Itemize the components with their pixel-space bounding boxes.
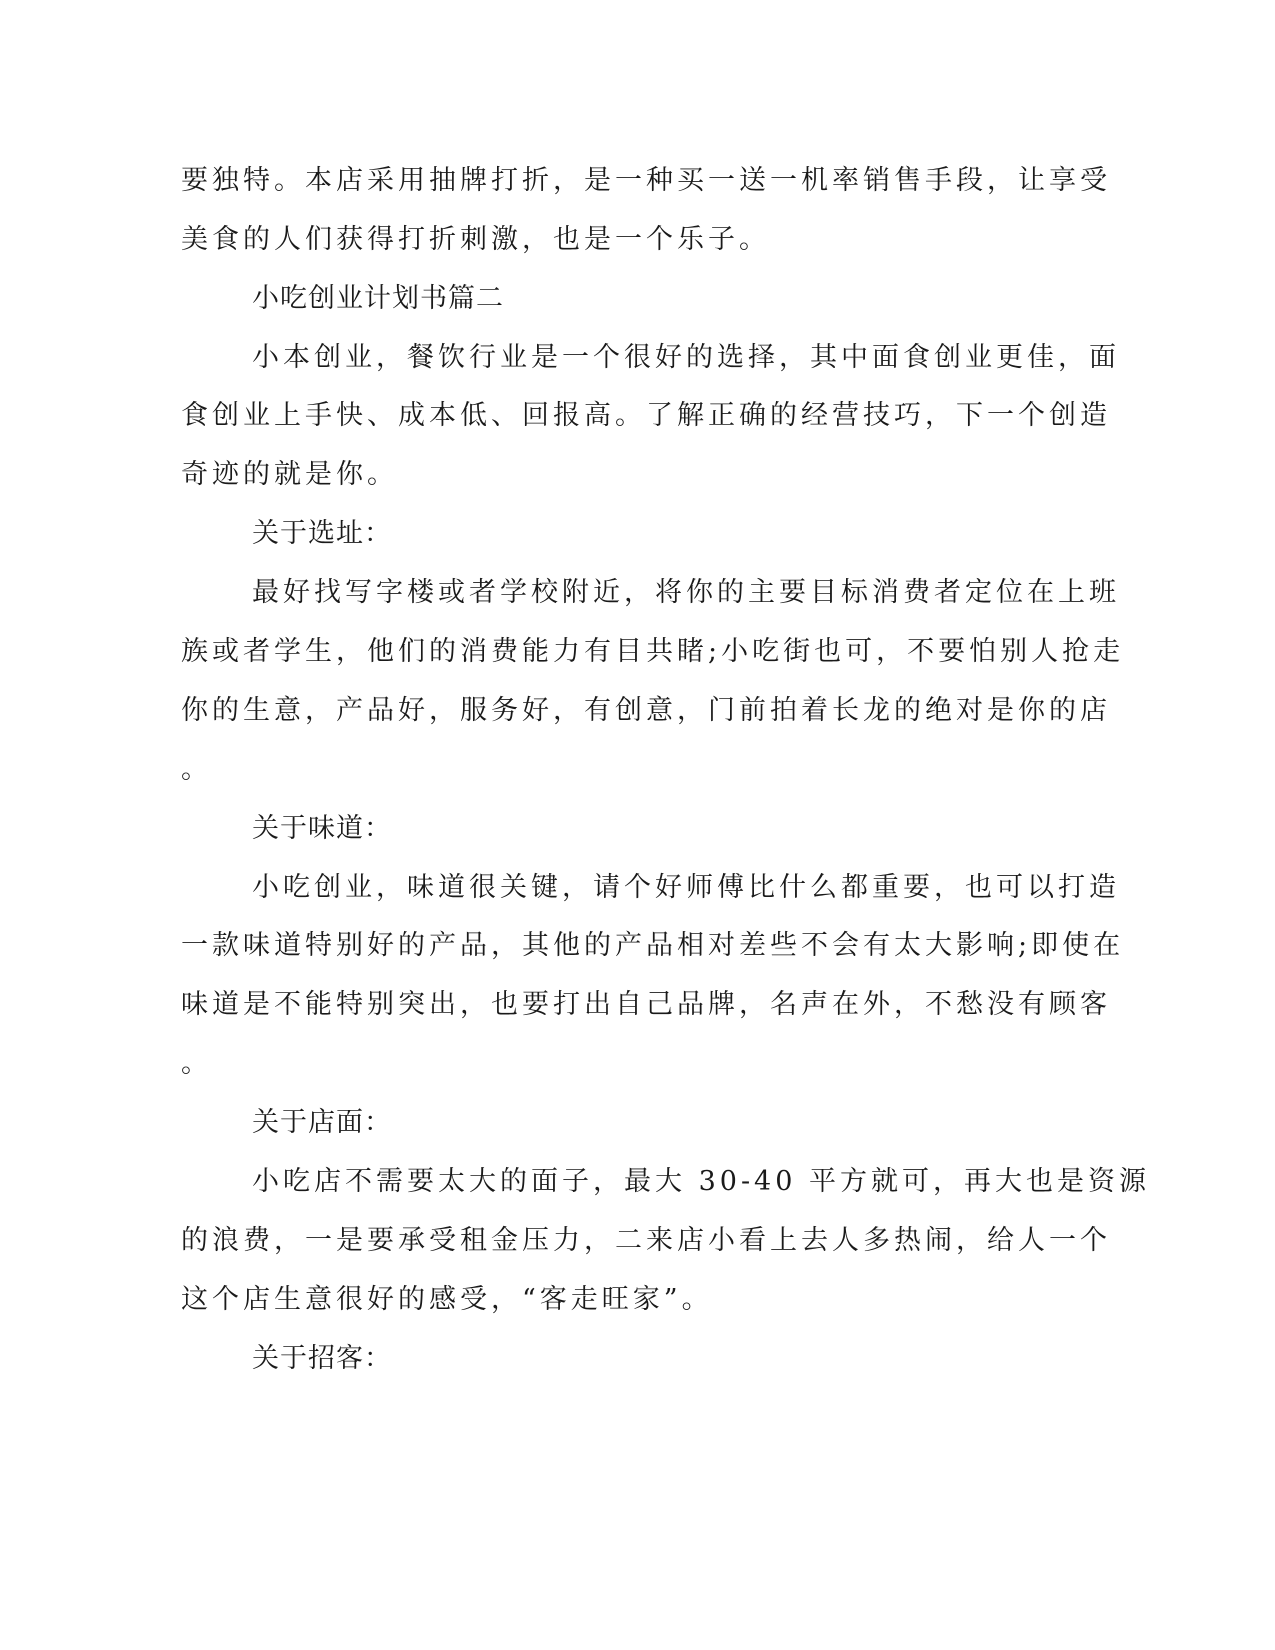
text-line: 要独特。本店采用抽牌打折，是一种买一送一机率销售手段，让享受 [181,165,1111,196]
section-heading: 关于店面： [252,1107,392,1138]
text-line: 美食的人们获得打折刺激，也是一个乐子。 [181,224,770,255]
text-line: 奇迹的就是你。 [181,459,398,490]
text-line: 小吃创业，味道很关键，请个好师傅比什么都重要，也可以打造 [252,872,1120,903]
section-heading: 关于选址： [252,518,392,549]
section-heading: 关于招客： [252,1343,392,1374]
section-heading: 关于味道： [252,813,392,844]
text-line: 。 [181,1048,212,1079]
text-line: 的浪费，一是要承受租金压力，二来店小看上去人多热闹，给人一个 [181,1225,1111,1256]
text-line: 。 [181,754,212,785]
text-line: 最好找写字楼或者学校附近，将你的主要目标消费者定位在上班 [252,577,1120,608]
text-line: 你的生意，产品好，服务好，有创意，门前拍着长龙的绝对是你的店 [181,695,1111,726]
text-line: 味道是不能特别突出，也要打出自己品牌，名声在外，不愁没有顾客 [181,989,1111,1020]
text-line: 这个店生意很好的感受，“客走旺家”。 [181,1284,713,1315]
section-title: 小吃创业计划书篇二 [252,283,504,314]
text-line: 小吃店不需要太大的面子，最大 30-40 平方就可，再大也是资源 [252,1166,1150,1197]
text-line: 一款味道特别好的产品，其他的产品相对差些不会有太大影响;即使在 [181,930,1125,961]
text-line: 族或者学生，他们的消费能力有目共睹;小吃街也可，不要怕别人抢走 [181,636,1125,667]
text-line: 食创业上手快、成本低、回报高。了解正确的经营技巧，下一个创造 [181,400,1111,431]
text-line: 小本创业，餐饮行业是一个很好的选择，其中面食创业更佳，面 [252,342,1120,373]
